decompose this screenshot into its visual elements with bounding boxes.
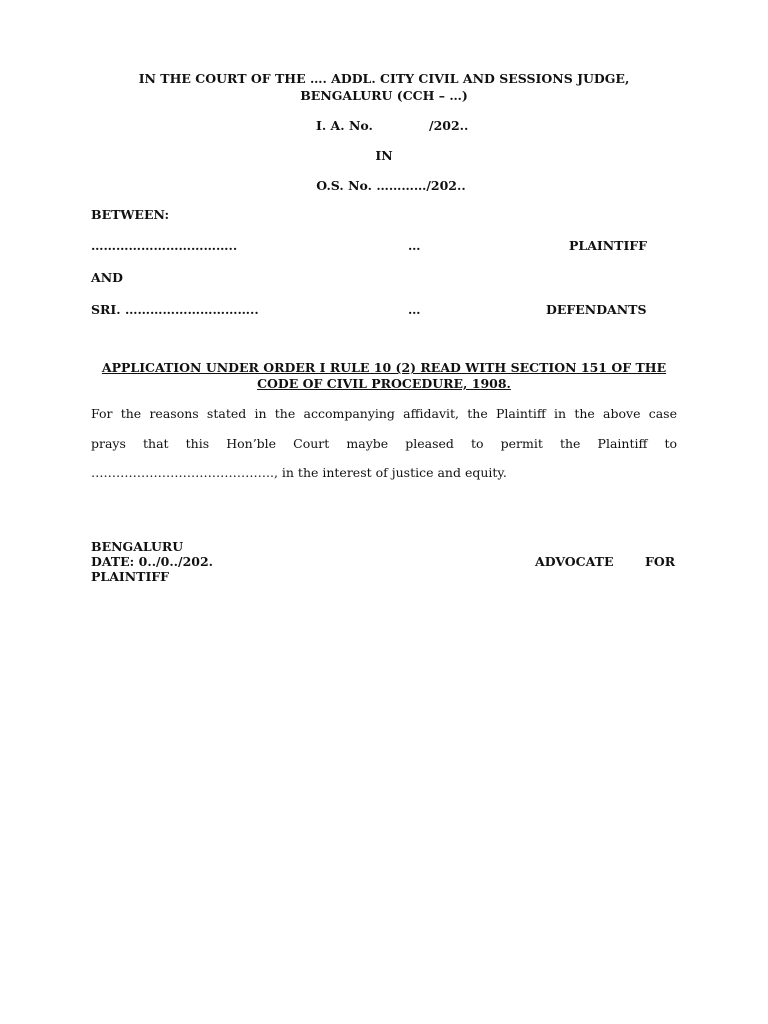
defendant-role: DEFENDANTS (546, 302, 647, 317)
body-text-line1: For the reasons stated in the accompanying affidavit, the Plaintiff in the above case (91, 406, 677, 421)
and-label: AND (91, 270, 123, 285)
plaintiff-separator: … (408, 238, 421, 253)
defendant-separator: … (408, 302, 421, 317)
application-title-line1: APPLICATION UNDER ORDER I RULE 10 (2) READ WITH SECTION 151 OF THE (101, 360, 667, 375)
body-text-line3: …………………………………….., in the interest of justice and equity. (91, 465, 507, 480)
os-number: O.S. No. …………/202.. (316, 178, 466, 193)
between-label: BETWEEN: (91, 207, 170, 222)
plaintiff-name: …………………………….. (91, 238, 238, 253)
date-label: DATE: 0../0../202. (91, 554, 214, 569)
court-heading-line2: BENGALURU (CCH – …) (300, 88, 468, 103)
defendant-name: SRI. ………………………….. (91, 302, 259, 317)
advocate-label-word1: ADVOCATE (535, 554, 614, 569)
court-heading-line1: IN THE COURT OF THE …. ADDL. CITY CIVIL AND SESSIONS JUDGE, (138, 71, 630, 86)
application-title-line2: CODE OF CIVIL PROCEDURE, 1908. (257, 376, 511, 391)
place-label: BENGALURU (91, 539, 184, 554)
advocate-label-word2: FOR (645, 554, 676, 569)
ia-number-label: I. A. No. (316, 118, 373, 133)
in-label: IN (375, 148, 393, 163)
advocate-label-word3: PLAINTIFF (91, 569, 170, 584)
ia-number-year: /202.. (429, 118, 469, 133)
plaintiff-role: PLAINTIFF (569, 238, 648, 253)
body-text-line2: prays that this Hon’ble Court maybe pleased to permit the Plaintiff to (91, 436, 677, 451)
